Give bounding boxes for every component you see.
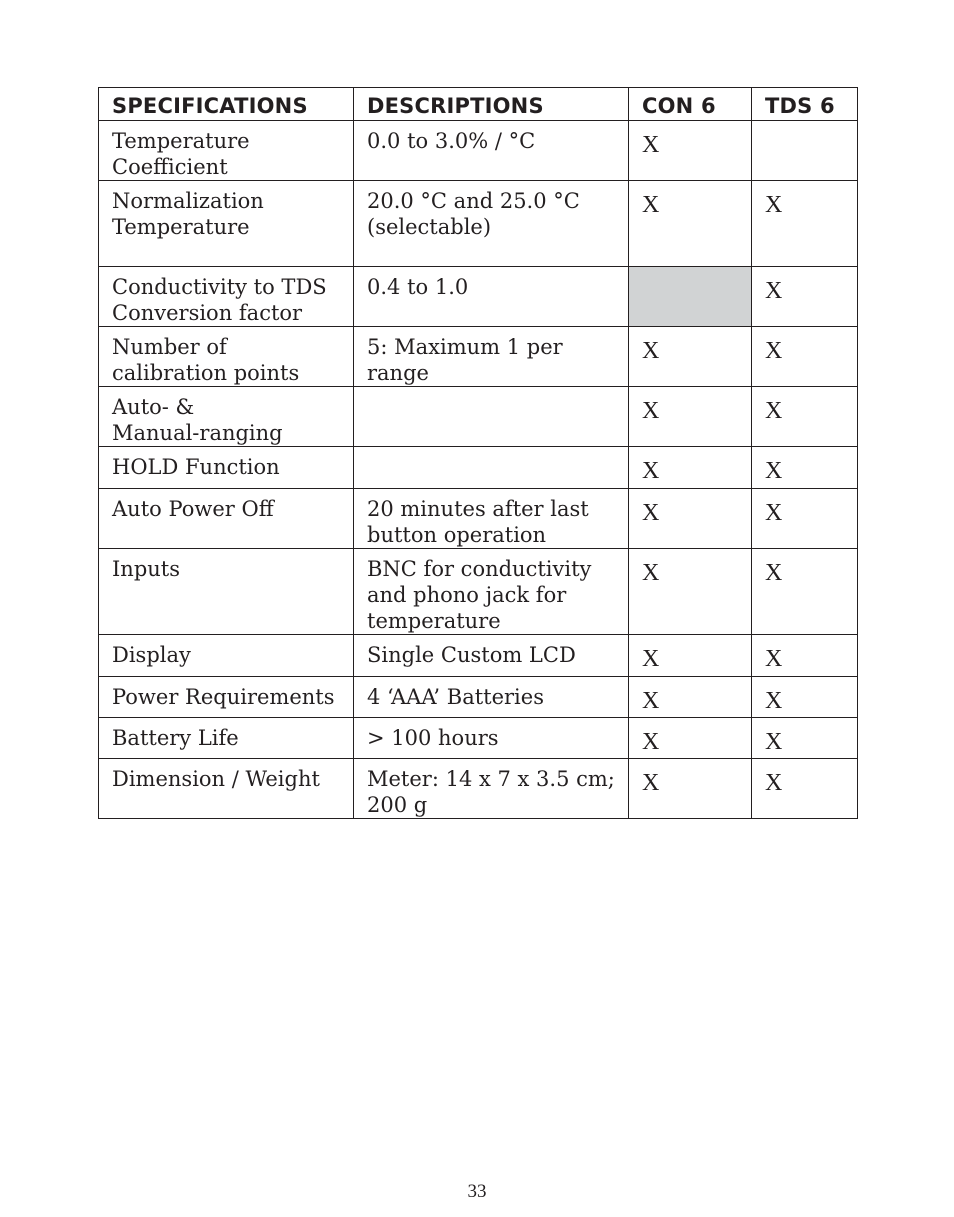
table-header-row [99, 88, 858, 121]
description-cell: 4 ‘AAA’ Batteries [354, 677, 629, 718]
con-6-cell: X [629, 327, 752, 387]
spec-cell: Dimension / Weight [99, 759, 354, 819]
con-6-cell: X [629, 677, 752, 718]
spec-cell: Display [99, 635, 354, 677]
spec-cell: Normalization Temperature [99, 181, 354, 267]
tds-6-cell: X [752, 677, 858, 718]
con-6-cell: X [629, 718, 752, 759]
con-6-cell: X [629, 635, 752, 677]
description-cell: 0.0 to 3.0% / °C [354, 121, 629, 181]
table-row [99, 489, 858, 549]
description-cell: Meter: 14 x 7 x 3.5 cm; 200 g [354, 759, 629, 819]
con-6-cell: X [629, 489, 752, 549]
spec-cell: Power Requirements [99, 677, 354, 718]
table-row [99, 759, 858, 819]
spec-cell: Auto Power Off [99, 489, 354, 549]
tds-6-cell: X [752, 489, 858, 549]
description-cell: 5: Maximum 1 per range [354, 327, 629, 387]
tds-6-cell: X [752, 759, 858, 819]
con-6-cell [629, 267, 752, 327]
table-row [99, 267, 858, 327]
table-row [99, 635, 858, 677]
con-6-cell: X [629, 387, 752, 447]
description-cell [354, 387, 629, 447]
spec-cell: Auto- & Manual-ranging [99, 387, 354, 447]
tds-6-cell: X [752, 718, 858, 759]
tds-6-cell: X [752, 181, 858, 267]
spec-cell: Conductivity to TDS Conversion factor [99, 267, 354, 327]
con-6-cell: X [629, 181, 752, 267]
spec-cell: Inputs [99, 549, 354, 635]
description-cell: Single Custom LCD [354, 635, 629, 677]
header-specifications: SPECIFICATIONS [99, 88, 354, 121]
table-row [99, 549, 858, 635]
description-cell: > 100 hours [354, 718, 629, 759]
con-6-cell: X [629, 759, 752, 819]
table-row [99, 181, 858, 267]
con-6-cell: X [629, 549, 752, 635]
spec-cell: Number of calibration points [99, 327, 354, 387]
spec-cell: Battery Life [99, 718, 354, 759]
spec-cell: HOLD Function [99, 447, 354, 489]
tds-6-cell: X [752, 267, 858, 327]
table-row [99, 387, 858, 447]
table-row [99, 327, 858, 387]
page-number: 33 [467, 1181, 487, 1202]
tds-6-cell: X [752, 387, 858, 447]
con-6-cell: X [629, 447, 752, 489]
tds-6-cell: X [752, 549, 858, 635]
specifications-table [98, 87, 858, 819]
description-cell: BNC for conductivity and phono jack for temperature [354, 549, 629, 635]
table-row [99, 447, 858, 489]
header-con-6: CON 6 [629, 88, 752, 121]
description-cell: 0.4 to 1.0 [354, 267, 629, 327]
spec-cell: Temperature Coefficient [99, 121, 354, 181]
table-row [99, 121, 858, 181]
tds-6-cell [752, 121, 858, 181]
table-row [99, 677, 858, 718]
con-6-cell: X [629, 121, 752, 181]
tds-6-cell: X [752, 447, 858, 489]
table-row [99, 718, 858, 759]
tds-6-cell: X [752, 635, 858, 677]
header-tds-6: TDS 6 [752, 88, 858, 121]
description-cell: 20 minutes after last button operation [354, 489, 629, 549]
description-cell [354, 447, 629, 489]
description-cell: 20.0 °C and 25.0 °C (selectable) [354, 181, 629, 267]
table-body [99, 121, 858, 819]
tds-6-cell: X [752, 327, 858, 387]
header-descriptions: DESCRIPTIONS [354, 88, 629, 121]
